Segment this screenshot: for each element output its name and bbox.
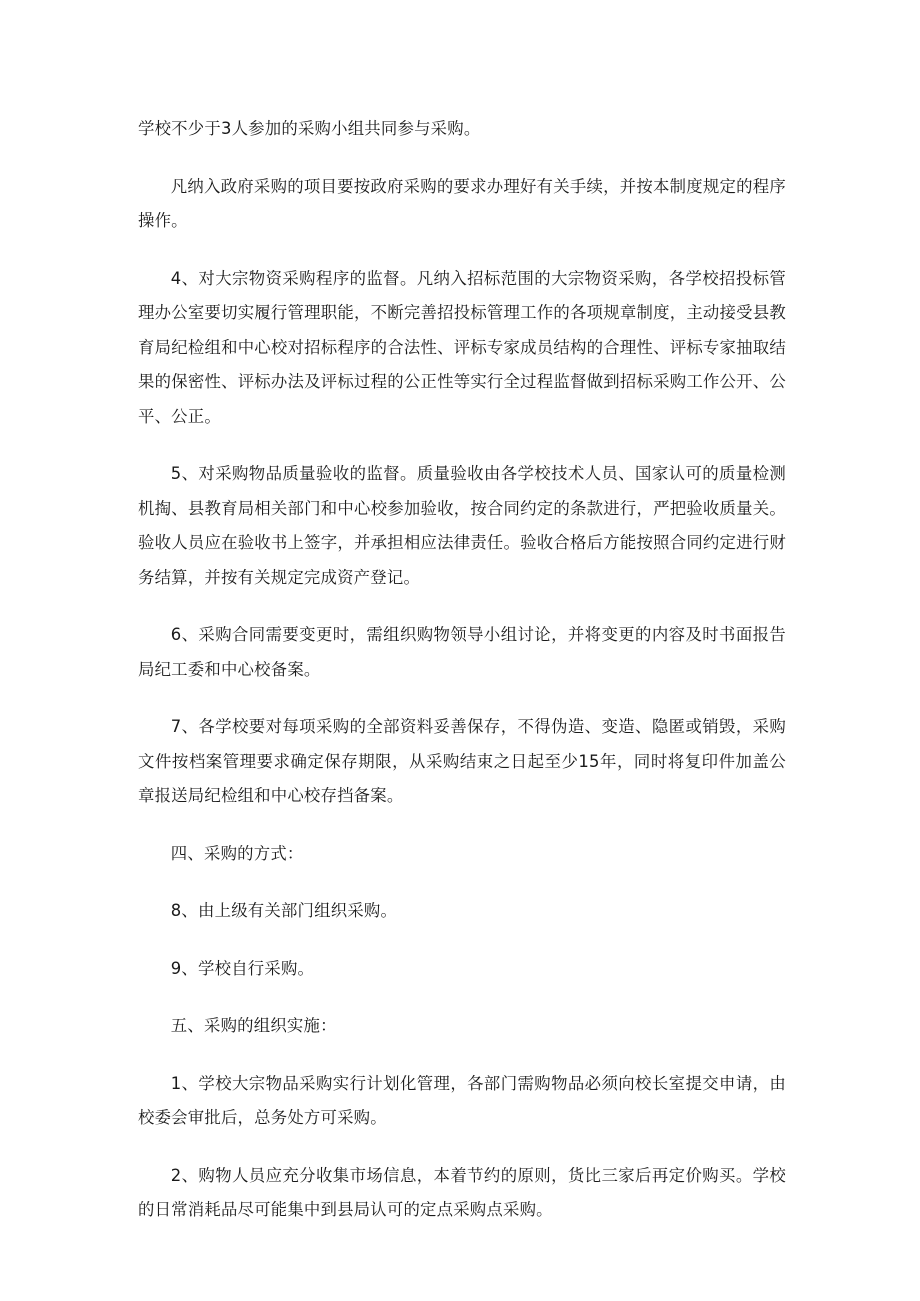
paragraph-planned-management: 1、学校大宗物品采购实行计划化管理，各部门需购物品必须向校长室提交申请，由校委会审批后，总务处方可采购。	[138, 1073, 786, 1127]
paragraph-contract-change: 6、采购合同需要变更时，需组织购物领导小组讨论，并将变更的内容及时书面报告局纪工委和中心校备案。	[138, 625, 786, 679]
document-body	[138, 112, 786, 1228]
paragraph-market-information: 2、购物人员应充分收集市场信息，本着节约的原则，货比三家后再定价购买。学校的日常消耗品尽可能集中到县局认可的定点采购点采购。	[138, 1165, 786, 1219]
paragraph-higher-level-procurement: 8、由上级有关部门组织采购。	[170, 901, 398, 920]
section-heading-procurement-implementation: 五、采购的组织实施：	[170, 1016, 337, 1035]
paragraph-self-procurement: 9、学校自行采购。	[170, 958, 315, 978]
paragraph-government-procurement: 凡纳入政府采购的项目要按政府采购的要求办理好有关手续，并按本制度规定的程序操作。	[138, 176, 786, 230]
paragraph-procurement-group: 学校不少于3人参加的采购小组共同参与采购。	[138, 119, 481, 138]
paragraph-record-retention: 7、各学校要对每项采购的全部资料妥善保存，不得伪造、变造、隐匿或销毁，采购文件按档案管理要求确定保存期限，从采购结束之日起至少15年，同时将复印件加盖公章报送局纪检组和中心校存挡备案。	[138, 717, 786, 805]
paragraph-bulk-procurement-supervision: 4、对大宗物资采购程序的监督。凡纳入招标范围的大宗物资采购，各学校招投标管理办公室要切实履行管理职能，不断完善招投标管理工作的各项规章制度，主动接受县教育局纪检组和中心校对招标程序的合法性、评标专家成员结构的合理性、评标专家抽取结果的保密性、评标办法及评标过程的公正性等实行全过程监督做到招标采购工作公开、公平、公正。	[138, 268, 786, 426]
paragraph-quality-acceptance-supervision: 5、对采购物品质量验收的监督。质量验收由各学校技术人员、国家认可的质量检测机掏、县教育局相关部门和中心校参加验收，按合同约定的条款进行，严把验收质量关。验收人员应在验收书上签字，并承担相应法律责任。验收合格后方能按照合同约定进行财务结算，并按有关规定完成资产登记。	[138, 464, 786, 587]
section-heading-procurement-methods: 四、采购的方式：	[170, 843, 304, 863]
